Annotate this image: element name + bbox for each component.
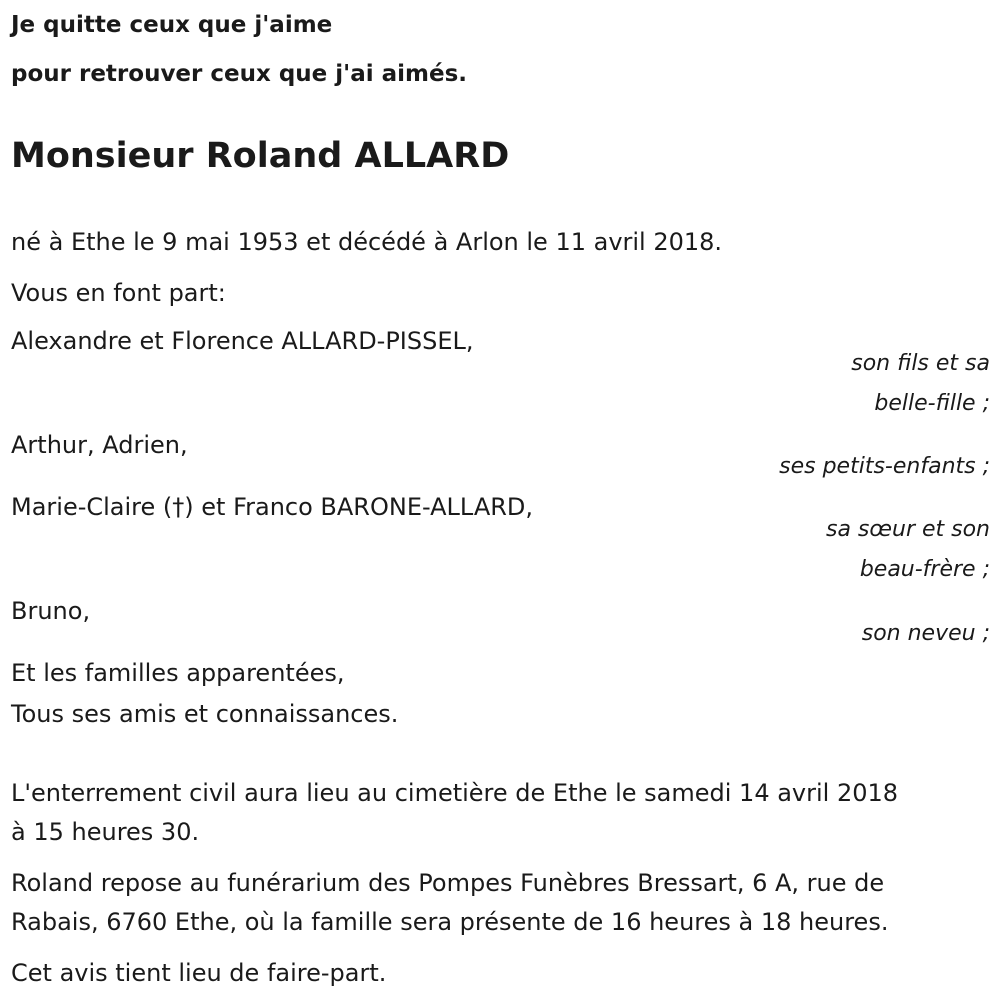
family-member-names: Bruno, [11,597,91,625]
family-relation: sa sœur et son [825,517,990,542]
announcement-intro: Vous en font part: [11,279,226,307]
burial-text-line-1: L'enterrement civil aura lieu au cimetière de Ethe le samedi 14 avril 2018 [11,779,899,807]
visitation-text-line-1: Roland repose au funérarium des Pompes Funèbres Bressart, 6 A, rue de [11,869,885,897]
visitation-text-line-2: Rabais, 6760 Ethe, où la famille sera présente de 16 heures à 18 heures. [11,908,889,936]
deceased-name: Monsieur Roland ALLARD [11,136,510,176]
family-relation: son fils et sa [851,351,990,376]
closing-text: Cet avis tient lieu de faire-part. [11,959,387,987]
family-member-names: Alexandre et Florence ALLARD-PISSEL, [11,327,474,355]
extended-family-text: Et les familles apparentées, [11,659,345,687]
birth-death-text: né à Ethe le 9 mai 1953 et décédé à Arlon le 11 avril 2018. [11,228,723,256]
family-member-names: Marie-Claire (†) et Franco BARONE-ALLARD, [11,493,534,521]
family-relation: belle-fille ; [874,391,990,416]
friends-text: Tous ses amis et connaissances. [11,700,399,728]
family-relation: son neveu ; [861,621,990,646]
epitaph-line-2: pour retrouver ceux que j'ai aimés. [11,61,468,87]
epitaph-line-1: Je quitte ceux que j'aime [11,12,333,38]
family-member-names: Arthur, Adrien, [11,431,188,459]
family-relation: beau-frère ; [859,557,990,582]
family-relation: ses petits-enfants ; [779,454,990,479]
burial-text-line-2: à 15 heures 30. [11,818,200,846]
